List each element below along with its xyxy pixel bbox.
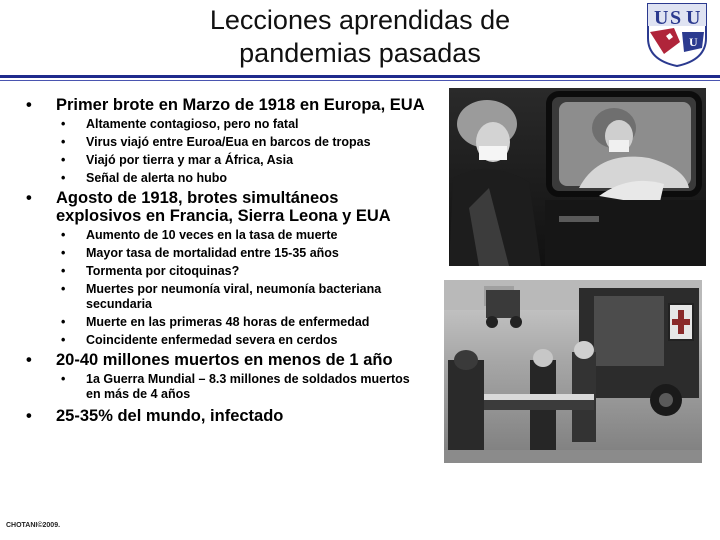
sub-bullet-item — [26, 333, 426, 348]
sub-bullet-item — [26, 117, 426, 132]
sub-bullet-item — [26, 228, 426, 243]
sub-bullet-item — [26, 135, 426, 150]
sub-bullet-item — [26, 372, 426, 402]
sub-bullet-dot: • — [61, 282, 66, 296]
sub-bullet-dot: • — [61, 264, 66, 278]
svg-text:U: U — [689, 35, 698, 49]
bullet-item — [26, 407, 426, 425]
sub-bullet-text: Mayor tasa de mortalidad entre 15-35 años — [86, 246, 339, 260]
photo-masked-women-in-car — [449, 88, 706, 266]
header-rule-thin — [0, 80, 720, 81]
sub-bullet-dot: • — [61, 153, 66, 167]
title-line-1: Lecciones aprendidas de — [209, 5, 511, 35]
bullet-text: Primer brote en Marzo de 1918 en Europa, EUA — [56, 96, 425, 114]
sub-bullet-dot: • — [61, 228, 66, 242]
sub-bullet-item — [26, 171, 426, 186]
sub-bullet-text: 1a Guerra Mundial – 8.3 millones de soldados muertos en más de 4 años — [86, 372, 410, 401]
sub-bullet-item — [26, 315, 426, 330]
sub-bullet-item — [26, 246, 426, 261]
bullet-text: 20-40 millones muertos en menos de 1 año — [56, 351, 393, 369]
footer-copyright: CHOTANI©2009. — [6, 522, 61, 529]
bullet-item — [26, 189, 426, 225]
sub-bullet-text: Virus viajó entre Euroa/Eua en barcos de tropas — [86, 135, 371, 149]
photo-ambulance-stretcher — [444, 280, 702, 463]
title-line-2: pandemias pasadas — [239, 38, 481, 68]
sub-bullet-dot: • — [61, 135, 66, 149]
usu-logo — [644, 2, 710, 68]
sub-bullet-text: Coincidente enfermedad severa en cerdos — [86, 333, 338, 347]
sub-bullet-dot: • — [61, 333, 66, 347]
bullet-dot: • — [26, 351, 32, 369]
logo-letter-s: S — [670, 7, 682, 29]
sub-bullet-text: Viajó por tierra y mar a África, Asia — [86, 153, 294, 167]
sub-bullet-item — [26, 282, 426, 312]
sub-bullet-text: Aumento de 10 veces en la tasa de muerte — [86, 228, 338, 242]
logo-letter-u-left: U — [654, 7, 669, 29]
sub-bullet-text: Tormenta por citoquinas? — [86, 264, 240, 278]
sub-bullet-item — [26, 153, 426, 168]
bullet-dot: • — [26, 407, 32, 425]
header-rule — [0, 75, 720, 78]
sub-bullet-dot: • — [61, 372, 66, 386]
bullet-item — [26, 351, 426, 369]
sub-bullet-dot: • — [61, 315, 66, 329]
sub-bullet-dot: • — [61, 171, 66, 185]
slide-title — [120, 4, 600, 70]
bullet-dot: • — [26, 96, 32, 114]
sub-bullet-item — [26, 264, 426, 279]
sub-bullet-dot: • — [61, 117, 66, 131]
bullet-dot: • — [26, 189, 32, 207]
bullet-item — [26, 96, 426, 114]
bullet-text: Agosto de 1918, brotes simultáneos explosivos en Francia, Sierra Leona y EUA — [56, 189, 391, 225]
bullet-list — [26, 96, 426, 428]
sub-bullet-text: Muerte en las primeras 48 horas de enfermedad — [86, 315, 370, 329]
bullet-text: 25-35% del mundo, infectado — [56, 407, 284, 425]
logo-letter-u-right: U — [686, 7, 701, 29]
sub-bullet-text: Muertes por neumonía viral, neumonía bacteriana secundaria — [86, 282, 382, 311]
sub-bullet-text: Altamente contagioso, pero no fatal — [86, 117, 299, 131]
sub-bullet-dot: • — [61, 246, 66, 260]
sub-bullet-text: Señal de alerta no hubo — [86, 171, 227, 185]
